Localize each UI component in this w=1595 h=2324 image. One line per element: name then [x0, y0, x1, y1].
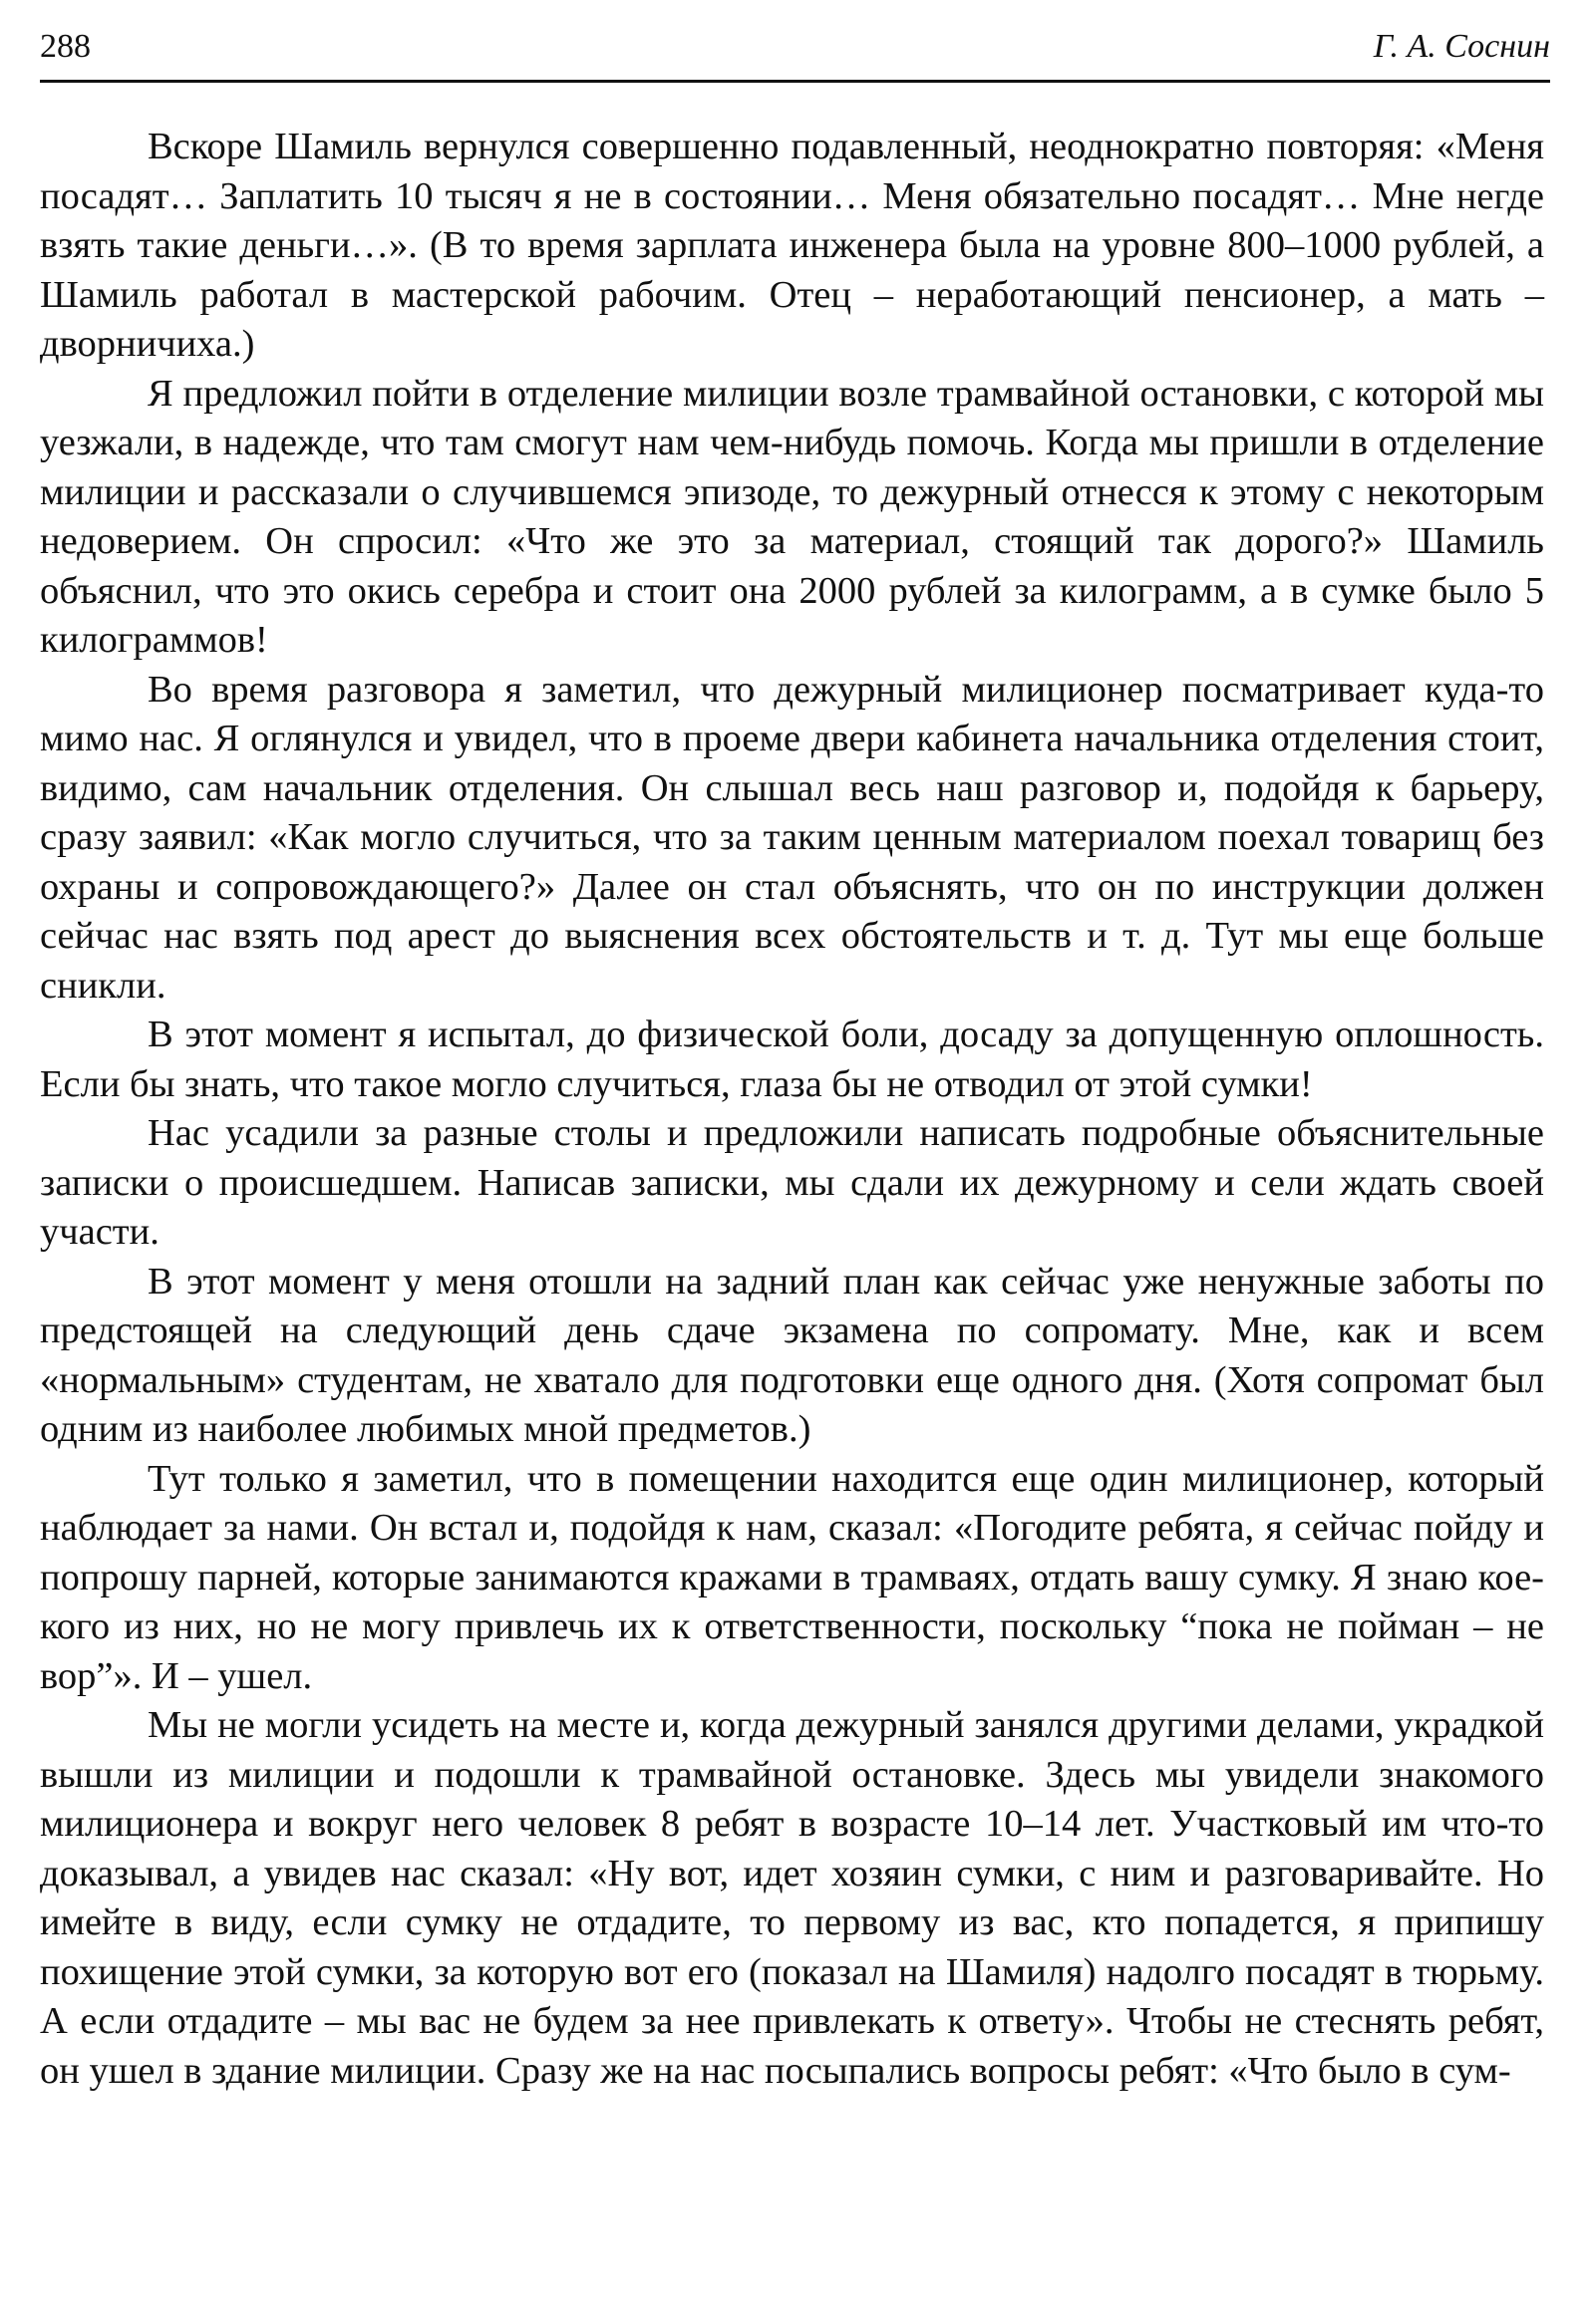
- paragraph: Тут только я заметил, что в помещении находится еще один милиционер, который наблюдает за нами. Он встал и, подойдя к нам, сказал: «Погодите ребята, я сейчас пойду и попрошу парней, которые занимаются кражами в трамваях, отдать вашу сумку. Я знаю кое-кого из них, но не могу привлечь их к ответственности, поскольку “пока не пойман – не вор”». И – ушел.: [40, 1457, 1544, 1697]
- paragraph: Вскоре Шамиль вернулся совершенно подавленный, неоднократно повторяя: «Меня посадят… Заплатить 10 тысяч я не в состоянии… Меня обязательно посадят… Мне негде взять такие деньги…». (В то время зарплата инженера была на уровне 800–1000 рублей, а Шамиль работал в мастерской рабочим. Отец – неработающий пенсионер, а мать – дворничиха.): [40, 126, 1544, 365]
- paragraph: Мы не могли усидеть на месте и, когда дежурный занялся другими делами, украдкой вышли из милиции и подошли к трамвайной остановке. Здесь мы увидели знакомого милиционера и вокруг него человек 8 ребят в возрасте 10–14 лет. Участковый им что-то доказывал, а увидев нас сказал: «Ну вот, идет хозяин сумки, с ним и разговаривайте. Но имейте в виду, если сумку не отдадите, то первому из вас, кто попадется, я припишу похищение этой сумки, за которую вот его (показал на Шамиля) надолго посадят в тюрьму. А если отдадите – мы вас не будем за нее привлекать к ответу». Чтобы не стеснять ребят, он ушел в здание милиции. Сразу же на нас посыпались вопросы ребят: «Что было в сум-: [40, 1704, 1544, 2092]
- paragraph: В этот момент я испытал, до физической боли, досаду за допущенную оплошность. Если бы знать, что такое могло случиться, глаза бы не отводил от этой сумки!: [40, 1014, 1544, 1105]
- page-number: 288: [40, 28, 91, 65]
- paragraph: Нас усадили за разные столы и предложили написать подробные объяснительные записки о происшедшем. Написав записки, мы сдали их дежурному и сели ждать своей участи.: [40, 1112, 1544, 1253]
- author-name: Г. А. Соснин: [1373, 28, 1550, 65]
- paragraph: Во время разговора я заметил, что дежурный милиционер посматривает куда-то мимо нас. Я оглянулся и увидел, что в проеме двери кабинета начальника отделения стоит, видимо, сам начальник отделения. Он слышал весь наш разговор и, подойдя к барьеру, сразу заявил: «Как могло случиться, что за таким ценным материалом поехал товарищ без охраны и сопровождающего?» Далее он стал объяснять, что он по инструкции должен сейчас нас взять под арест до выяснения всех обстоятельств и т. д. Тут мы еще больше сникли.: [40, 668, 1544, 1007]
- paragraph: В этот момент у меня отошли на задний план как сейчас уже ненужные заботы по предстоящей на следующий день сдаче экзамена по сопромату. Мне, как и всем «нормальным» студентам, не хватало для подготовки еще одного дня. (Хотя сопромат был одним из наиболее любимых мной предметов.): [40, 1260, 1544, 1450]
- body-text: [40, 123, 1550, 2096]
- running-head: [40, 24, 1550, 83]
- book-page: [40, 24, 1550, 2306]
- paragraph: Я предложил пойти в отделение милиции возле трамвайной остановки, с которой мы уезжали, в надежде, что там смогут нам чем-нибудь помочь. Когда мы пришли в отделение милиции и рассказали о случившемся эпизоде, то дежурный отнесся к этому с некоторым недоверием. Он спросил: «Что же это за материал, стоящий так дорого?» Шамиль объяснил, что это окись серебра и стоит она 2000 рублей за килограмм, а в сумке было 5 килограммов!: [40, 372, 1544, 661]
